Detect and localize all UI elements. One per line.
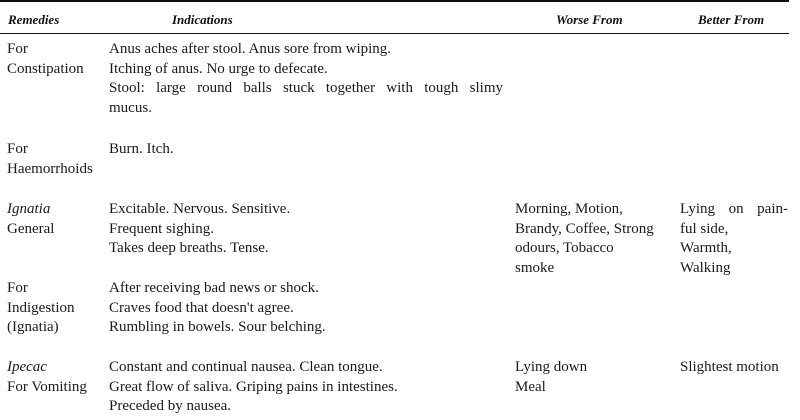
remedy-line: (Ignatia) — [7, 319, 59, 335]
indication-line: Craves food that doesn't agree. — [109, 299, 294, 316]
remedy-line: For Vomiting — [7, 378, 87, 395]
indication-line: Excitable. Nervous. Sensitive. — [109, 201, 291, 217]
remedy-line: Indigestion — [7, 299, 75, 316]
better-from-line: Warmth, — [680, 240, 732, 256]
indication-line: Frequent sighing. — [109, 220, 214, 237]
indications-cell — [109, 279, 326, 338]
worse-from-line: Meal — [515, 378, 546, 395]
worse-from-line: Brandy, Coffee, Strong — [515, 220, 654, 237]
indications-cell — [109, 200, 290, 259]
header-worse-from: Worse From — [556, 12, 623, 27]
header-indications: Indications — [172, 12, 233, 27]
indication-line: Burn. Itch. — [109, 141, 174, 157]
worse-from-cell — [515, 358, 587, 397]
remedy-line: Ignatia — [7, 201, 51, 217]
indications-cell — [109, 140, 174, 160]
remedy-line: For — [7, 141, 28, 157]
better-from-line: ful side, — [680, 220, 729, 237]
worse-from-cell — [515, 200, 654, 278]
worse-from-line: Morning, Motion, — [515, 201, 623, 217]
better-from-cell — [680, 200, 788, 278]
indication-line: Stool: large round balls stuck together with tough slimy — [109, 80, 503, 96]
indication-line: mucus. — [109, 99, 152, 116]
indication-line: Anus aches after stool. Anus sore from wiping. — [109, 41, 392, 57]
better-from-line: Lying on pain- — [680, 201, 788, 217]
indication-line: Itching of anus. No urge to defecate. — [109, 60, 328, 77]
better-from-line: Walking — [680, 259, 731, 276]
indications-cell — [109, 40, 503, 118]
header-bottom-rule — [0, 33, 789, 34]
better-from-cell — [680, 358, 779, 378]
remedy-cell — [7, 140, 93, 179]
remedy-line: Ipecac — [7, 359, 47, 375]
indication-line: Great flow of saliva. Griping pains in intestines. — [109, 378, 398, 395]
remedy-cell — [7, 279, 75, 338]
table-top-rule — [0, 0, 789, 2]
remedy-cell — [7, 200, 54, 239]
indications-cell — [109, 358, 398, 417]
remedy-line: Haemorrhoids — [7, 160, 93, 177]
indication-line: Takes deep breaths. Tense. — [109, 240, 269, 256]
remedy-line: General — [7, 220, 55, 237]
worse-from-line: Lying down — [515, 359, 588, 375]
remedy-cell — [7, 40, 84, 79]
worse-from-line: odours, Tobacco — [515, 240, 614, 256]
remedy-line: Constipation — [7, 60, 84, 77]
header-remedies: Remedies — [8, 12, 60, 27]
worse-from-line: smoke — [515, 259, 555, 276]
remedy-cell — [7, 358, 87, 397]
indication-line: Preceded by nausea. — [109, 398, 232, 414]
header-better-from: Better From — [698, 12, 765, 27]
indication-line: After receiving bad news or shock. — [109, 280, 319, 296]
remedy-line: For — [7, 41, 28, 57]
indication-line: Constant and continual nausea. Clean tongue. — [109, 359, 383, 375]
remedy-line: For — [7, 280, 28, 296]
better-from-line: Slightest motion — [680, 359, 779, 375]
indication-line: Rumbling in bowels. Sour belching. — [109, 319, 326, 335]
